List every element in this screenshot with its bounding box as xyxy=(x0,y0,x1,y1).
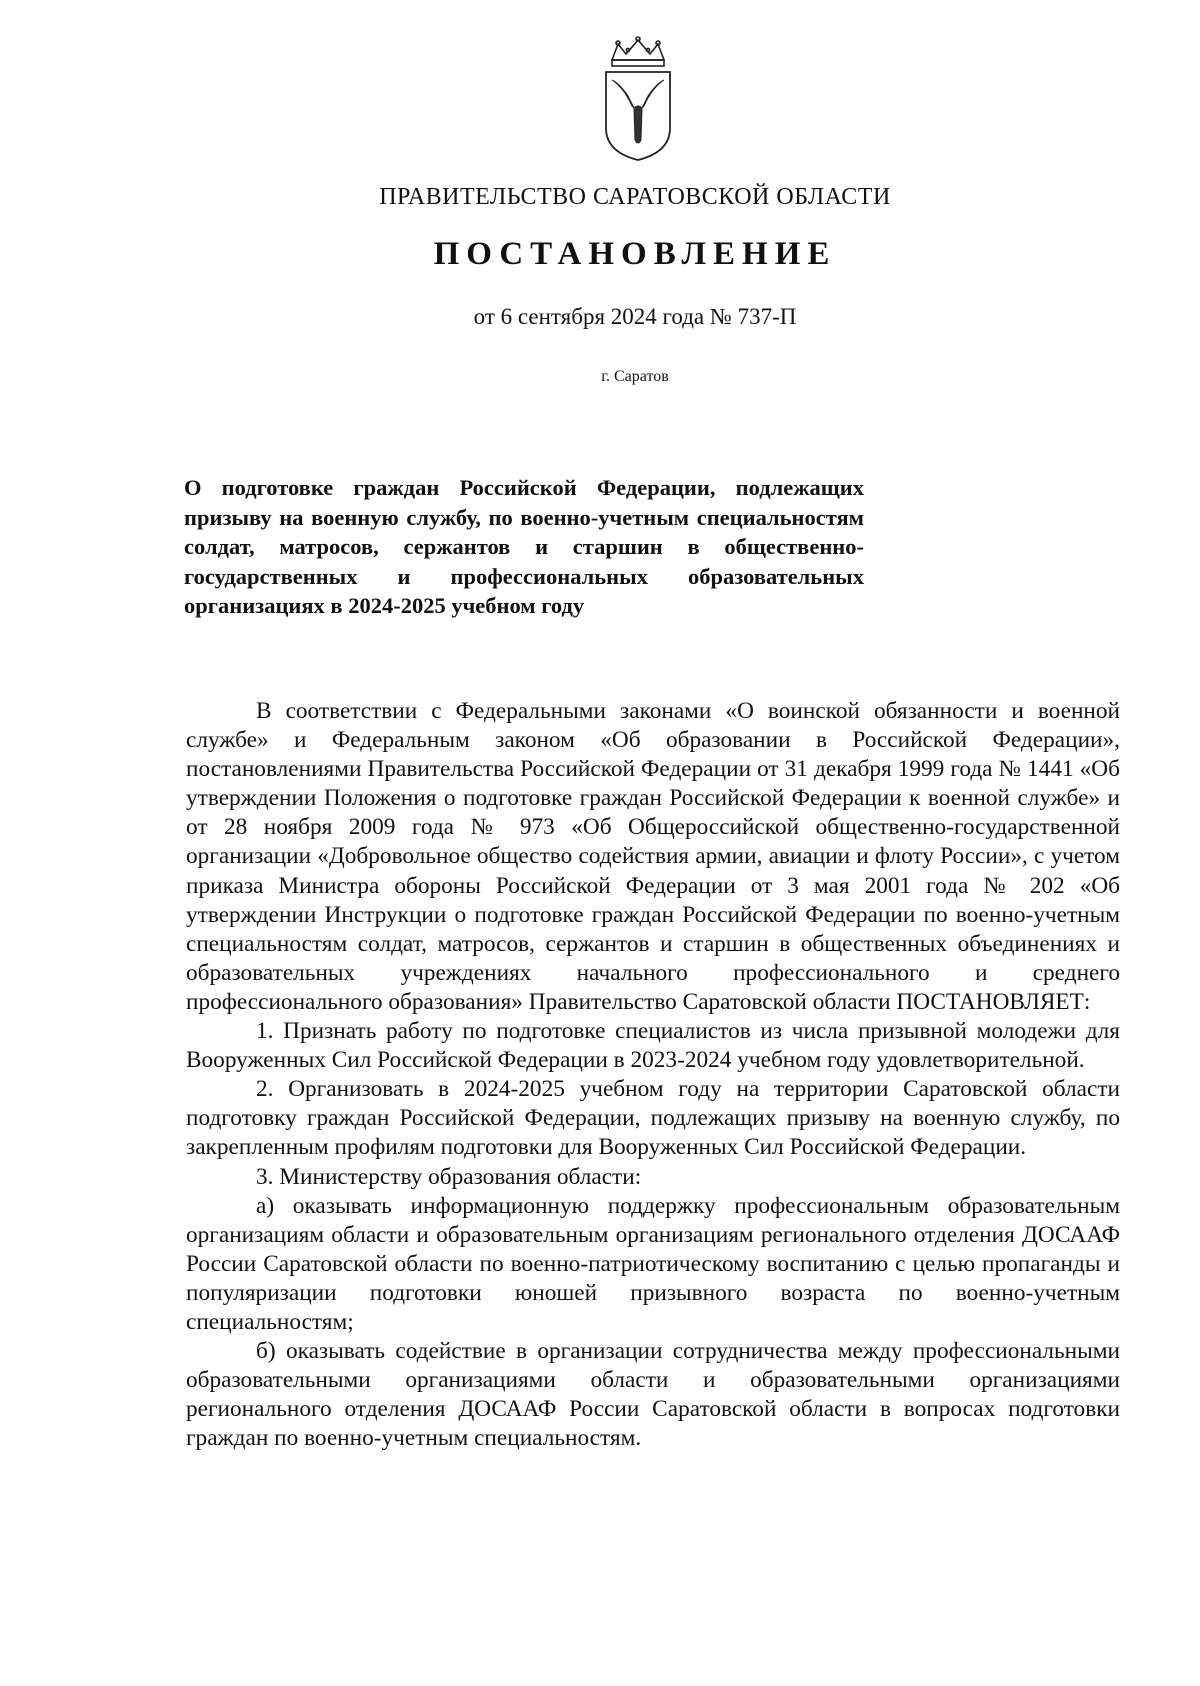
document-body xyxy=(186,697,1120,1453)
item-3b-paragraph: б) оказывать содействие в организации сотрудничества между профессиональными образовательными организациями области и образовательными организациями регионального отделения ДОСААФ России Саратовской области в вопросах подготовки граждан по военно-учетным специальностям. xyxy=(186,1338,1120,1452)
document-city: г. Саратов xyxy=(601,368,669,385)
item-3a-paragraph: а) оказывать информационную поддержку профессиональным образовательным организациям области и образовательным организациям регионального отделения ДОСААФ России Саратовской области по военно-патриотическому воспитанию с целью пропаганды и популяризации подготовки юношей призывного возраста по военно-учетным специальностям; xyxy=(186,1192,1120,1335)
document-date-number: от 6 сентября 2024 года № 737-П xyxy=(473,304,797,329)
government-name: ПРАВИТЕЛЬСТВО САРАТОВСКОЙ ОБЛАСТИ xyxy=(379,184,891,210)
preamble-paragraph: В соответствии с Федеральными законами «О воинской обязанности и военной службе» и Федеральным законом «Об образовании в Российской Федерации», постановлениями Правительства Российской Федерации от 31 декабря 1999 года № 1441 «Об утверждении Положения о подготовке граждан Российской Федерации к военной службе» и от 28 ноября 2009 года № 973 «Об Общероссийской общественно-государственной организации «Добровольное общество содействия армии, авиации и флоту России», с учетом приказа Министра обороны Российской Федерации от 3 мая 2001 года № 202 «Об утверждении Инструкции о подготовке граждан Российской Федерации по военно-учетным специальностям солдат, матросов, сержантов и старшин в общественных объединениях и образовательных учреждениях начального профессионального и среднего профессионального образования» Правительство Саратовской области ПОСТАНОВЛЯЕТ: xyxy=(186,698,1120,1015)
item-3-paragraph: 3. Министерству образования области: xyxy=(256,1163,642,1190)
item-1-paragraph: 1. Признать работу по подготовке специалистов из числа призывной молодежи для Вооруженных Сил Российской Федерации в 2023-2024 учебном году удовлетворительной. xyxy=(186,1018,1120,1074)
coat-of-arms-icon xyxy=(598,36,678,166)
item-2-paragraph: 2. Организовать в 2024-2025 учебном году на территории Саратовской области подготовку граждан Российской Федерации, подлежащих призыву на военную службу, по закрепленным профилям подготовки для Вооруженных Сил Российской Федерации. xyxy=(186,1076,1120,1161)
document-title: О подготовке граждан Российской Федерации, подлежащих призыву на военную службу, по военно-учетным специальностям солдат, матросов, сержантов и старшин в общественно-государственных и профессиональных образовательных организациях в 2024-2025 учебном году xyxy=(184,475,864,618)
document-type: ПОСТАНОВЛЕНИЕ xyxy=(433,236,837,272)
